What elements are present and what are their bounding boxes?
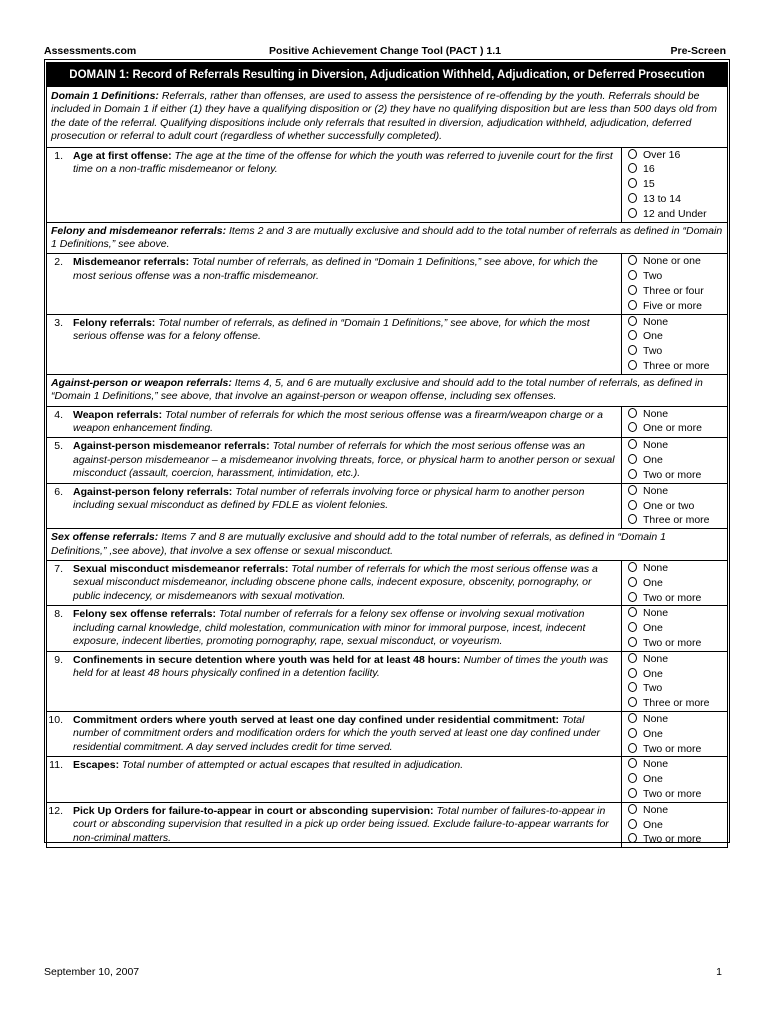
- answer-option-label: Two or more: [643, 833, 702, 846]
- question-number: 4.: [54, 408, 63, 421]
- question-label: Confinements in secure detention where youth was held for at least 48 hours:: [73, 653, 461, 666]
- radio-circle-icon[interactable]: [628, 637, 637, 647]
- answer-options: [622, 606, 727, 650]
- radio-circle-icon[interactable]: [628, 713, 637, 723]
- answer-option[interactable]: [628, 269, 727, 284]
- question-body: [73, 409, 617, 436]
- answer-option[interactable]: [628, 636, 727, 651]
- question-number: 11.: [49, 759, 63, 772]
- answer-option[interactable]: [628, 513, 727, 528]
- question-text-cell: [47, 148, 622, 222]
- radio-circle-icon[interactable]: [628, 163, 637, 173]
- answer-option[interactable]: [628, 148, 727, 163]
- question-number: 6.: [54, 485, 63, 498]
- answer-option[interactable]: [628, 772, 727, 787]
- question-row-q2: [47, 254, 727, 314]
- answer-option[interactable]: [628, 192, 727, 207]
- section-against-person: [47, 375, 727, 407]
- answer-option-label: One: [643, 454, 663, 467]
- question-row-q8: [47, 606, 727, 651]
- question-row-q12: [47, 803, 727, 847]
- answer-option-label: None: [643, 607, 669, 620]
- question-description: Total number of referrals for which the most serious offense was a firearm/weapon charge or a weapon enhancement finding.: [73, 408, 603, 435]
- question-label: Against-person misdemeanor referrals:: [73, 440, 270, 453]
- answer-option-label: None: [643, 484, 669, 497]
- section-label: Sex offense referrals:: [51, 531, 159, 544]
- radio-circle-icon[interactable]: [628, 788, 637, 798]
- answer-option[interactable]: [628, 803, 727, 818]
- radio-circle-icon[interactable]: [628, 758, 637, 768]
- answer-option[interactable]: [628, 177, 727, 192]
- question-row-q5: [47, 438, 727, 483]
- domain-1-form: [46, 62, 728, 848]
- answer-option[interactable]: [628, 438, 727, 453]
- radio-circle-icon[interactable]: [628, 422, 637, 432]
- radio-circle-icon[interactable]: [628, 454, 637, 464]
- question-row-q11: [47, 757, 727, 802]
- radio-circle-icon[interactable]: [628, 255, 637, 265]
- radio-circle-icon[interactable]: [628, 469, 637, 479]
- question-number: 3.: [54, 316, 63, 329]
- question-label: Commitment orders where youth served at least one day confined under residential commitment:: [73, 713, 560, 726]
- answer-option[interactable]: [628, 329, 727, 344]
- definitions-label: Domain 1 Definitions:: [51, 90, 159, 102]
- answer-option-label: Three or more: [643, 360, 710, 372]
- answer-option-label: One or two: [643, 499, 695, 512]
- answer-options: [622, 757, 727, 801]
- question-row-q1: [47, 148, 727, 223]
- question-row-q4: [47, 407, 727, 439]
- radio-circle-icon[interactable]: [628, 607, 637, 617]
- answer-option-label: One: [643, 818, 663, 831]
- answer-option[interactable]: [628, 712, 727, 727]
- section-text: Items 4, 5, and 6 are mutually exclusive and should add to the total number of referrals, as defined in “Domain 1 Definitions,” see above, that involve an against-person or weapon offense, including sex offenses.: [51, 376, 703, 403]
- question-label: Against-person felony referrals:: [73, 485, 233, 498]
- answer-option[interactable]: [628, 832, 727, 847]
- question-number: 9.: [54, 653, 63, 666]
- answer-option-label: Two or more: [643, 591, 702, 604]
- answer-option[interactable]: [628, 667, 727, 682]
- question-description: Total number of attempted or actual escapes that resulted in adjudication.: [119, 759, 464, 772]
- radio-circle-icon[interactable]: [628, 285, 637, 295]
- question-description: Total number of referrals, as defined in “Domain 1 Definitions,” see above, for which the most serious offense was a non-traffic misdemeanor.: [73, 256, 598, 282]
- page-header: [44, 45, 726, 59]
- radio-circle-icon[interactable]: [628, 577, 637, 587]
- question-description: Total number of referrals for which the most serious offense was an against-person misdemeanor – a misdemeanor involving threats, force, or physical harm to another person or sexual misconduct (assault, coercion, harassment, intimidation, etc.).: [73, 440, 615, 480]
- question-text-cell: [47, 438, 622, 482]
- radio-circle-icon[interactable]: [628, 622, 637, 632]
- footer-page-number: 1: [716, 966, 722, 978]
- answer-option-label: Two: [643, 270, 663, 283]
- question-row-q7: [47, 561, 727, 606]
- question-number: 2.: [54, 256, 63, 269]
- question-body: [73, 440, 617, 480]
- answer-option[interactable]: [628, 207, 727, 222]
- answer-option-label: 15: [643, 178, 655, 191]
- answer-option-label: Two: [643, 345, 663, 358]
- question-number: 12.: [48, 804, 63, 817]
- radio-circle-icon[interactable]: [628, 345, 637, 355]
- question-description: Total number of referrals for which the most serious offense was a sexual misconduct misdemeanor, including obscene phone calls, indecent exposure, obscenity, pornography, or public indecency, or misdemeanors with sexual motivation.: [73, 563, 598, 602]
- question-label: Felony sex offense referrals:: [73, 608, 216, 621]
- definitions-text: Referrals, rather than offenses, are used to assess the persistence of re-offending by the youth. Referrals should be included in Domain 1 if either (1) they have a qualifying disposition or (2) they have no qualifying disposition but are less than 500 days old from the date of the referral. Qualifying dispositions include only referrals that resulted in diversion, adjudication withheld, adjudication, deferred prosecution or referral to adult court (regardless of whether successfully completed).: [51, 90, 717, 143]
- answer-options: [622, 407, 727, 438]
- answer-option[interactable]: [628, 757, 727, 772]
- question-row-q6: [47, 484, 727, 529]
- answer-option-label: One: [643, 330, 663, 343]
- answer-option-label: None: [643, 652, 669, 665]
- answer-option[interactable]: [628, 818, 727, 833]
- question-body: [73, 805, 617, 845]
- radio-circle-icon[interactable]: [628, 193, 637, 203]
- answer-option-label: None: [643, 439, 669, 452]
- answer-option[interactable]: [628, 591, 727, 606]
- answer-options: [622, 438, 727, 482]
- answer-options: [622, 652, 727, 711]
- question-row-q10: [47, 712, 727, 757]
- answer-option-label: None: [643, 803, 669, 816]
- question-description: Total number of referrals for a felony sex offense or involving sexual motivation including carnal knowledge, child molestation, communication with minor for immoral purpose, incest, indecent exposure, indecent liberties, promoting pornography, rape, sexual misconduct, or voyeurism.: [73, 608, 586, 648]
- footer-date: September 10, 2007: [44, 966, 140, 978]
- answer-option-label: None or one: [643, 255, 701, 268]
- answer-option[interactable]: [628, 696, 727, 711]
- question-text-cell: [47, 561, 622, 605]
- answer-option-label: Three or more: [643, 697, 710, 710]
- answer-option[interactable]: [628, 284, 727, 299]
- answer-option[interactable]: [628, 254, 727, 269]
- radio-circle-icon[interactable]: [628, 682, 637, 692]
- question-number: 10.: [48, 713, 63, 726]
- answer-option-label: Five or more: [643, 299, 702, 312]
- question-label: Misdemeanor referrals:: [73, 256, 190, 269]
- section-label: Felony and misdemeanor referrals:: [51, 224, 227, 237]
- section-sex-offense: [47, 529, 727, 561]
- domain-title: DOMAIN 1: Record of Referrals Resulting in Diversion, Adjudication Withheld, Adjudication, or Deferred Prosecution: [47, 63, 727, 87]
- answer-options: [622, 315, 727, 374]
- header-site: Assessments.com: [44, 45, 137, 57]
- question-body: [73, 563, 617, 603]
- question-row-q3: [47, 315, 727, 375]
- answer-options: [622, 803, 727, 847]
- section-label: Against-person or weapon referrals:: [51, 376, 232, 389]
- answer-option[interactable]: [628, 561, 727, 576]
- question-label: Pick Up Orders for failure-to-appear in court or absconding supervision:: [73, 804, 434, 817]
- answer-option[interactable]: [628, 484, 727, 499]
- radio-circle-icon[interactable]: [628, 208, 637, 218]
- radio-circle-icon[interactable]: [628, 300, 637, 310]
- answer-option-label: One: [643, 576, 663, 589]
- section-felony-misdemeanor: [47, 223, 727, 255]
- question-number: 8.: [54, 608, 63, 621]
- answer-option[interactable]: [628, 727, 727, 742]
- radio-circle-icon[interactable]: [628, 330, 637, 340]
- answer-option-label: One: [643, 622, 663, 635]
- answer-options: [622, 712, 727, 756]
- radio-circle-icon[interactable]: [628, 149, 637, 159]
- question-description: Total number of referrals, as defined in “Domain 1 Definitions,” see above, for which the most serious offense was for a felony offense.: [73, 316, 590, 343]
- question-body: [73, 714, 617, 754]
- domain-definitions: [47, 87, 727, 148]
- radio-circle-icon[interactable]: [628, 178, 637, 188]
- question-body: [73, 317, 617, 372]
- question-text-cell: [47, 254, 622, 313]
- answer-option[interactable]: [628, 606, 727, 621]
- question-number: 1.: [54, 149, 63, 162]
- section-text: Items 7 and 8 are mutually exclusive and should add to the total number of referrals, as defined in “Domain 1 Definitions,” ,see above), that involve a sex offense or sexual misconduct.: [51, 531, 666, 557]
- answer-options: [622, 561, 727, 605]
- radio-circle-icon[interactable]: [628, 500, 637, 510]
- radio-circle-icon[interactable]: [628, 514, 637, 524]
- answer-option-label: Two: [643, 682, 663, 695]
- answer-option-label: None: [643, 407, 669, 420]
- answer-option-label: Two or more: [643, 787, 702, 800]
- question-label: Felony referrals:: [73, 316, 156, 329]
- question-text-cell: [47, 757, 622, 801]
- radio-circle-icon[interactable]: [628, 439, 637, 449]
- answer-option[interactable]: [628, 299, 727, 314]
- answer-option[interactable]: [628, 315, 727, 330]
- question-number: 7.: [54, 563, 63, 576]
- question-text-cell: [47, 606, 622, 650]
- question-description: Number of times the youth was held for at least 48 hours physically confined in a detention facility.: [73, 653, 609, 680]
- radio-circle-icon[interactable]: [628, 804, 637, 814]
- answer-option-label: One: [643, 667, 663, 680]
- question-text-cell: [47, 315, 622, 374]
- answer-option[interactable]: [628, 742, 727, 757]
- header-title: Positive Achievement Change Tool (PACT ) 1.1: [268, 45, 501, 57]
- question-description: Total number of commitment orders and modification orders for which the youth served at least one day confined under residential commitment. A day served includes credit for time served.: [73, 713, 601, 753]
- question-label: Escapes:: [73, 759, 120, 772]
- question-text-cell: [47, 712, 622, 756]
- answer-option[interactable]: [628, 787, 727, 802]
- answer-option-label: None: [643, 315, 669, 328]
- answer-option-label: Two or more: [643, 469, 702, 482]
- question-text-cell: [47, 484, 622, 528]
- answer-option[interactable]: [628, 621, 727, 636]
- question-body: [73, 759, 617, 799]
- radio-circle-icon[interactable]: [628, 316, 637, 326]
- radio-circle-icon[interactable]: [628, 562, 637, 572]
- header-stage: Pre-Screen: [670, 45, 726, 57]
- question-text-cell: [47, 652, 622, 711]
- radio-circle-icon[interactable]: [628, 668, 637, 678]
- question-label: Age at first offense:: [73, 149, 172, 162]
- question-description: Total number of failures-to-appear in court or absconding supervision that resulted in a pick up order being issued. Exclude failure-to-appear warrants for non-criminal matters.: [73, 804, 609, 844]
- section-text: Items 2 and 3 are mutually exclusive and should add to the total number of referrals as defined in “Domain 1 Definitions,” see above.: [51, 224, 723, 251]
- answer-option-label: Two or more: [643, 637, 702, 649]
- answer-option[interactable]: [628, 407, 727, 422]
- radio-circle-icon[interactable]: [628, 360, 637, 370]
- answer-option[interactable]: [628, 468, 727, 483]
- answer-option-label: None: [643, 562, 669, 575]
- answer-option-label: 16: [643, 163, 655, 176]
- answer-option[interactable]: [628, 499, 727, 514]
- answer-option[interactable]: [628, 162, 727, 177]
- radio-circle-icon[interactable]: [628, 819, 637, 829]
- question-label: Sexual misconduct misdemeanor referrals:: [73, 563, 289, 576]
- question-body: [73, 256, 617, 311]
- question-description: Total number of referrals involving force or physical harm to another person including sexual misconduct as defined by FDLE as violent felonies.: [73, 485, 585, 512]
- answer-option-label: One: [643, 727, 663, 740]
- answer-option[interactable]: [628, 344, 727, 359]
- radio-circle-icon[interactable]: [628, 833, 637, 843]
- radio-circle-icon[interactable]: [628, 697, 637, 707]
- radio-circle-icon[interactable]: [628, 743, 637, 753]
- answer-option[interactable]: [628, 652, 727, 667]
- answer-option[interactable]: [628, 359, 727, 374]
- radio-circle-icon[interactable]: [628, 773, 637, 783]
- radio-circle-icon[interactable]: [628, 653, 637, 663]
- answer-option-label: One: [643, 773, 663, 786]
- answer-option-label: Three or four: [643, 285, 704, 298]
- question-label: Weapon referrals:: [73, 408, 163, 421]
- radio-circle-icon[interactable]: [628, 485, 637, 495]
- question-text-cell: [47, 803, 622, 847]
- answer-options: [622, 148, 727, 222]
- answer-option-label: Two or more: [643, 742, 702, 755]
- answer-option[interactable]: [628, 421, 727, 436]
- radio-circle-icon[interactable]: [628, 270, 637, 280]
- question-body: [73, 608, 617, 648]
- radio-circle-icon[interactable]: [628, 592, 637, 602]
- answer-option[interactable]: [628, 681, 727, 696]
- answer-option[interactable]: [628, 453, 727, 468]
- answer-option-label: One or more: [643, 422, 702, 435]
- question-body: [73, 654, 617, 709]
- answer-option-label: None: [643, 712, 669, 725]
- answer-options: [622, 254, 727, 313]
- answer-option[interactable]: [628, 576, 727, 591]
- question-body: [73, 486, 617, 526]
- question-text-cell: [47, 407, 622, 438]
- answer-option-label: Over 16: [643, 148, 681, 161]
- question-number: 5.: [54, 440, 63, 453]
- answer-options: [622, 484, 727, 528]
- question-row-q9: [47, 652, 727, 712]
- answer-option-label: Three or more: [643, 514, 710, 527]
- answer-option-label: None: [643, 758, 669, 771]
- radio-circle-icon[interactable]: [628, 728, 637, 738]
- question-description: The age at the time of the offense for which the youth was referred to juvenile court for the first time on a non-traffic misdemeanor or felony.: [73, 149, 613, 176]
- radio-circle-icon[interactable]: [628, 408, 637, 418]
- answer-option-label: 13 to 14: [643, 193, 681, 206]
- question-body: [73, 150, 617, 220]
- answer-option-label: 12 and Under: [643, 207, 707, 220]
